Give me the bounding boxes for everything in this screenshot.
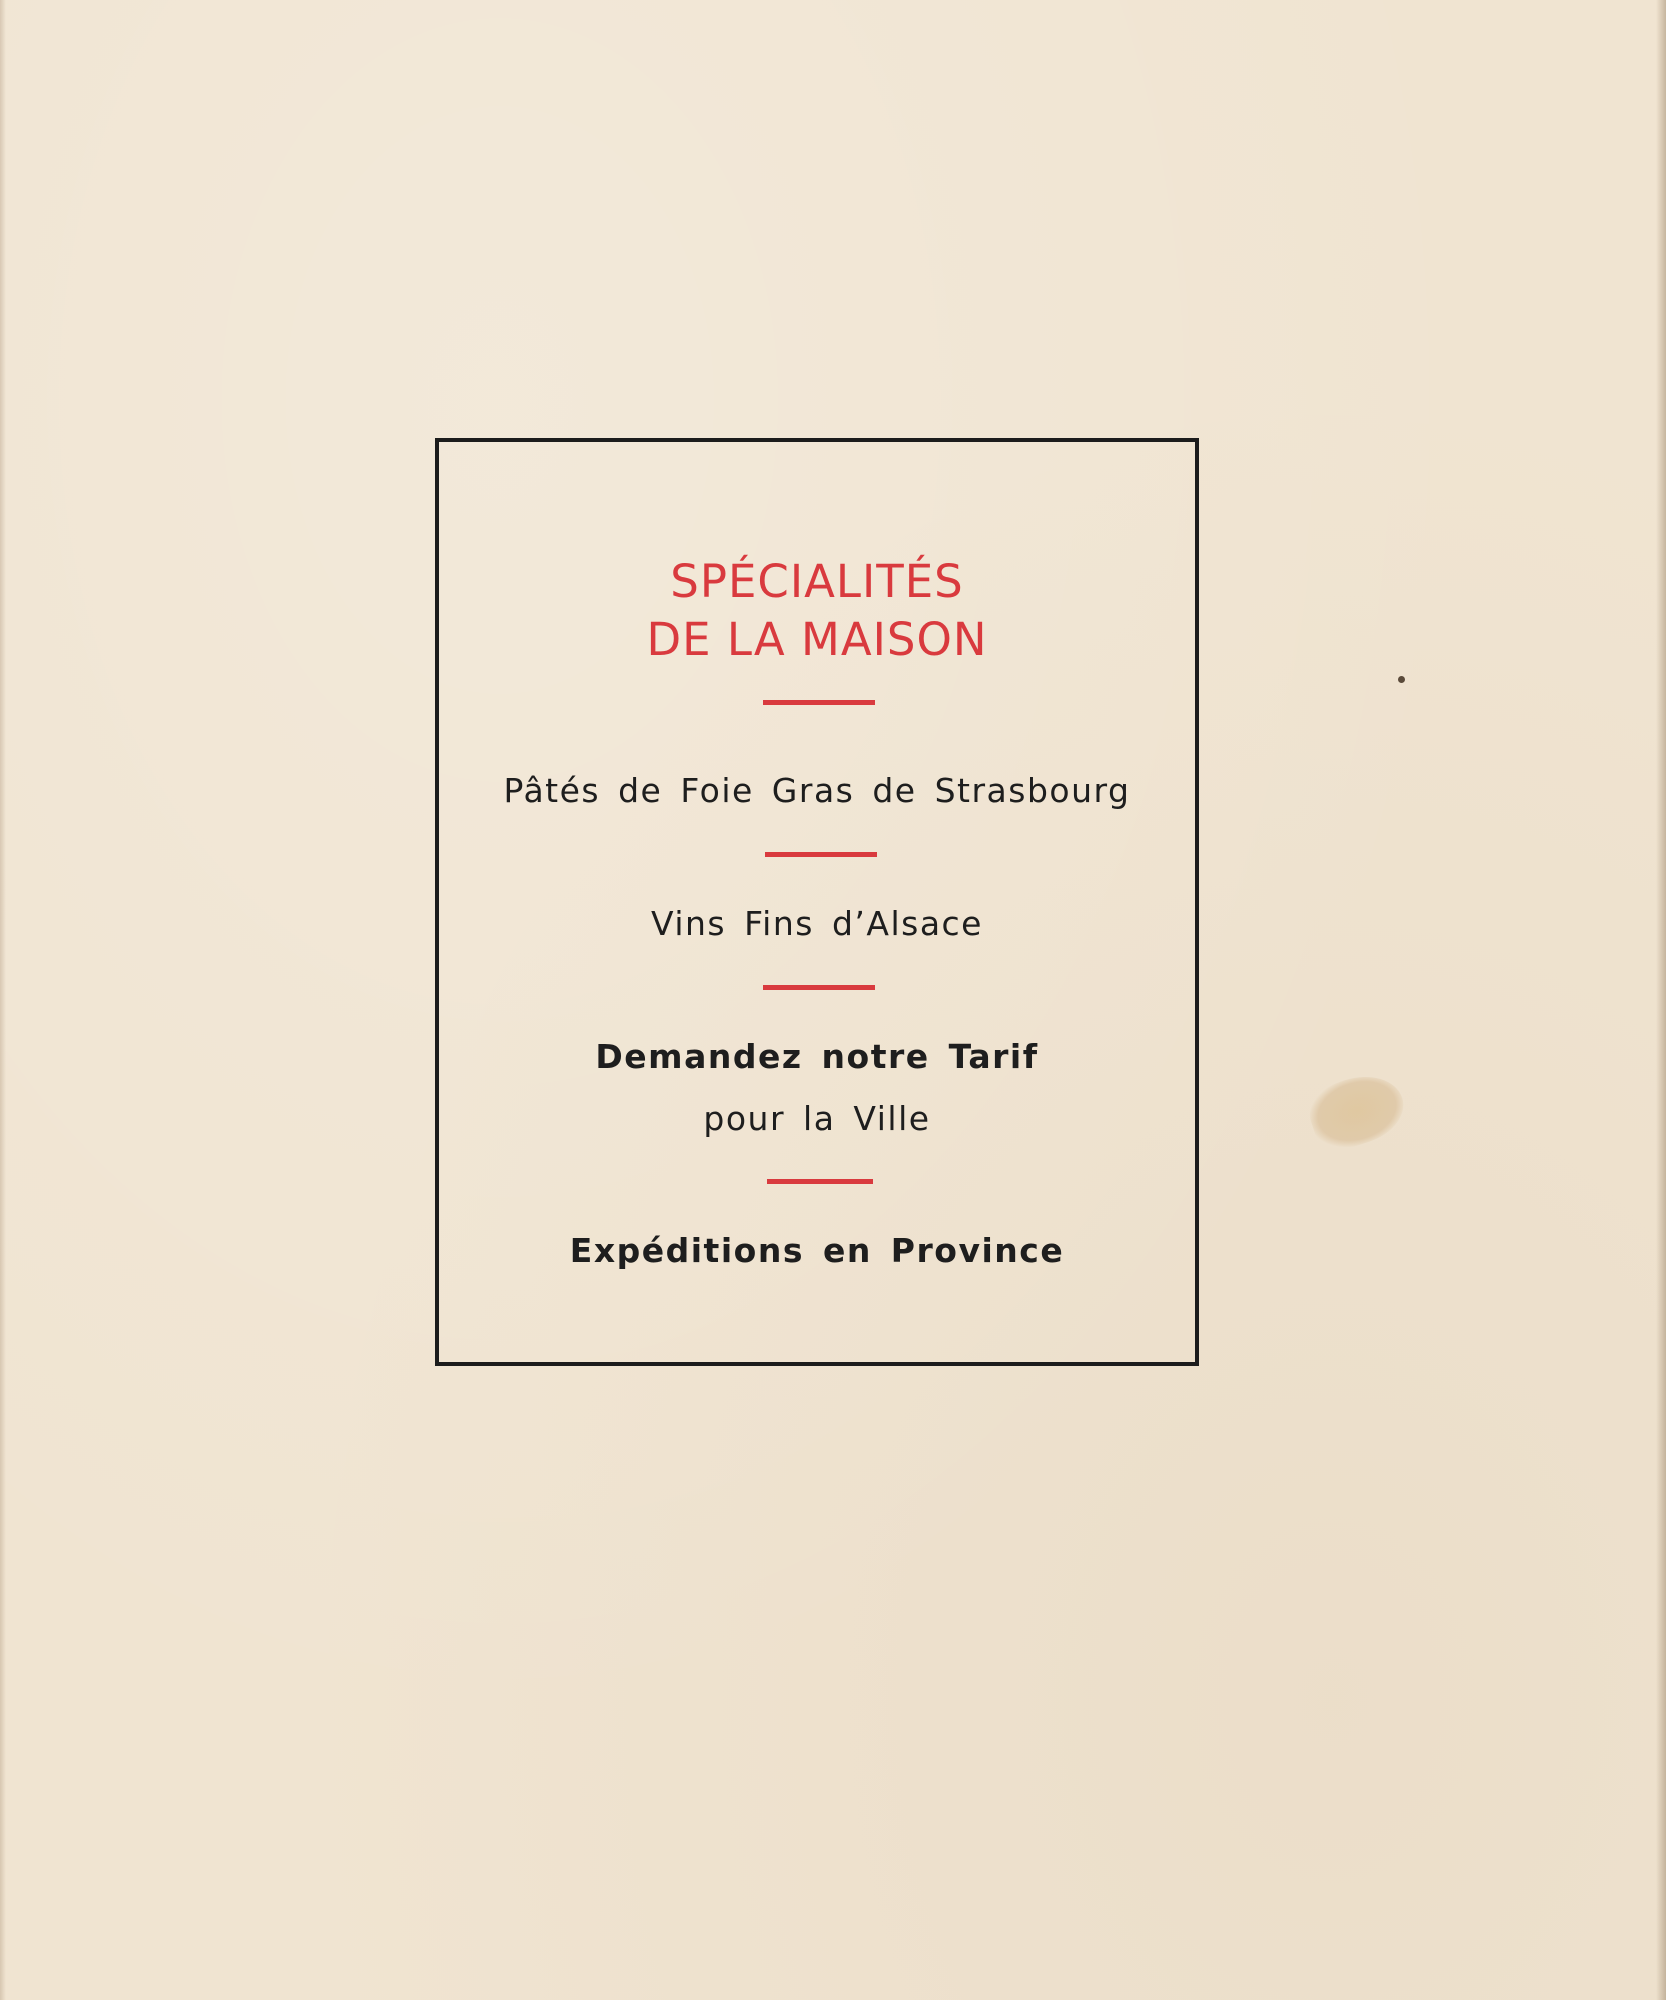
specialties-frame — [435, 438, 1199, 1366]
water-stain — [1302, 1065, 1412, 1157]
item-expeditions: Expéditions en Province — [569, 1231, 1065, 1270]
heading-line-1: SPÉCIALITÉS — [670, 555, 964, 608]
item-tarif-line-1: Demandez notre Tarif — [595, 1037, 1039, 1076]
item-vins-alsace: Vins Fins d’Alsace — [650, 904, 983, 943]
ink-speck — [1398, 676, 1405, 683]
red-divider-4 — [767, 1179, 873, 1184]
item-foie-gras: Pâtés de Foie Gras de Strasbourg — [503, 771, 1131, 810]
red-divider-2 — [765, 852, 877, 857]
paper-edge-shadow-left — [0, 0, 6, 2000]
red-divider-1 — [763, 700, 875, 705]
red-divider-3 — [763, 985, 875, 990]
item-tarif-line-2: pour la Ville — [703, 1099, 931, 1138]
heading-line-2: DE LA MAISON — [646, 613, 988, 666]
paper-edge-shadow-right — [1656, 0, 1666, 2000]
